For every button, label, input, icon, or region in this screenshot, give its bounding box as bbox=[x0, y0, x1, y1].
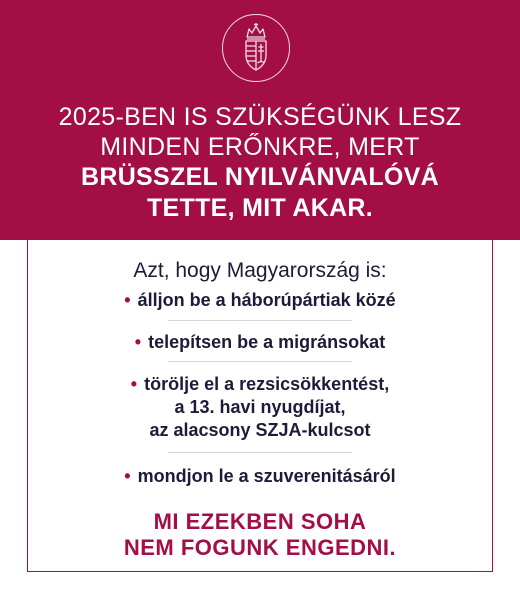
list-item-text: álljon be a háborúpártiak közé bbox=[137, 290, 396, 310]
list-item-2 bbox=[0, 331, 520, 354]
bullet-icon: • bbox=[124, 466, 131, 486]
coat-of-arms-drawing bbox=[223, 15, 289, 81]
headline-line-4: TETTE, MIT AKAR. bbox=[146, 194, 374, 222]
hungarian-coat-of-arms-icon bbox=[222, 14, 290, 82]
list-item-text: a 13. havi nyugdíjat, bbox=[174, 397, 346, 417]
headline-line-2: MINDEN ERŐNKRE, MERT bbox=[100, 133, 420, 161]
list-item-1 bbox=[0, 289, 520, 312]
header-banner bbox=[0, 0, 520, 240]
divider bbox=[168, 361, 352, 362]
closing-line-1: MI EZEKBEN SOHA bbox=[153, 509, 367, 534]
list-item-text: mondjon le a szuverenitásáról bbox=[137, 466, 396, 486]
headline-line-1: 2025-BEN IS SZÜKSÉGÜNK LESZ bbox=[58, 103, 462, 131]
bullet-icon: • bbox=[124, 290, 131, 310]
headline bbox=[0, 102, 520, 224]
list-item-3 bbox=[0, 373, 520, 442]
divider bbox=[168, 452, 352, 453]
list-item-text: törölje el a rezsicsökkentést, bbox=[144, 374, 390, 394]
list-item-text: az alacsony SZJA-kulcsot bbox=[149, 420, 371, 440]
headline-line-3: BRÜSSZEL NYILVÁNVALÓVÁ bbox=[80, 163, 440, 191]
closing-statement bbox=[0, 509, 520, 561]
closing-line-2: NEM FOGUNK ENGEDNI. bbox=[123, 535, 397, 560]
list-item-text: telepítsen be a migránsokat bbox=[148, 332, 386, 352]
bullet-icon: • bbox=[130, 374, 138, 394]
list-item-4 bbox=[0, 465, 520, 488]
divider bbox=[168, 320, 352, 321]
bullet-icon: • bbox=[134, 332, 142, 352]
intro-text: Azt, hogy Magyarország is: bbox=[133, 259, 387, 282]
